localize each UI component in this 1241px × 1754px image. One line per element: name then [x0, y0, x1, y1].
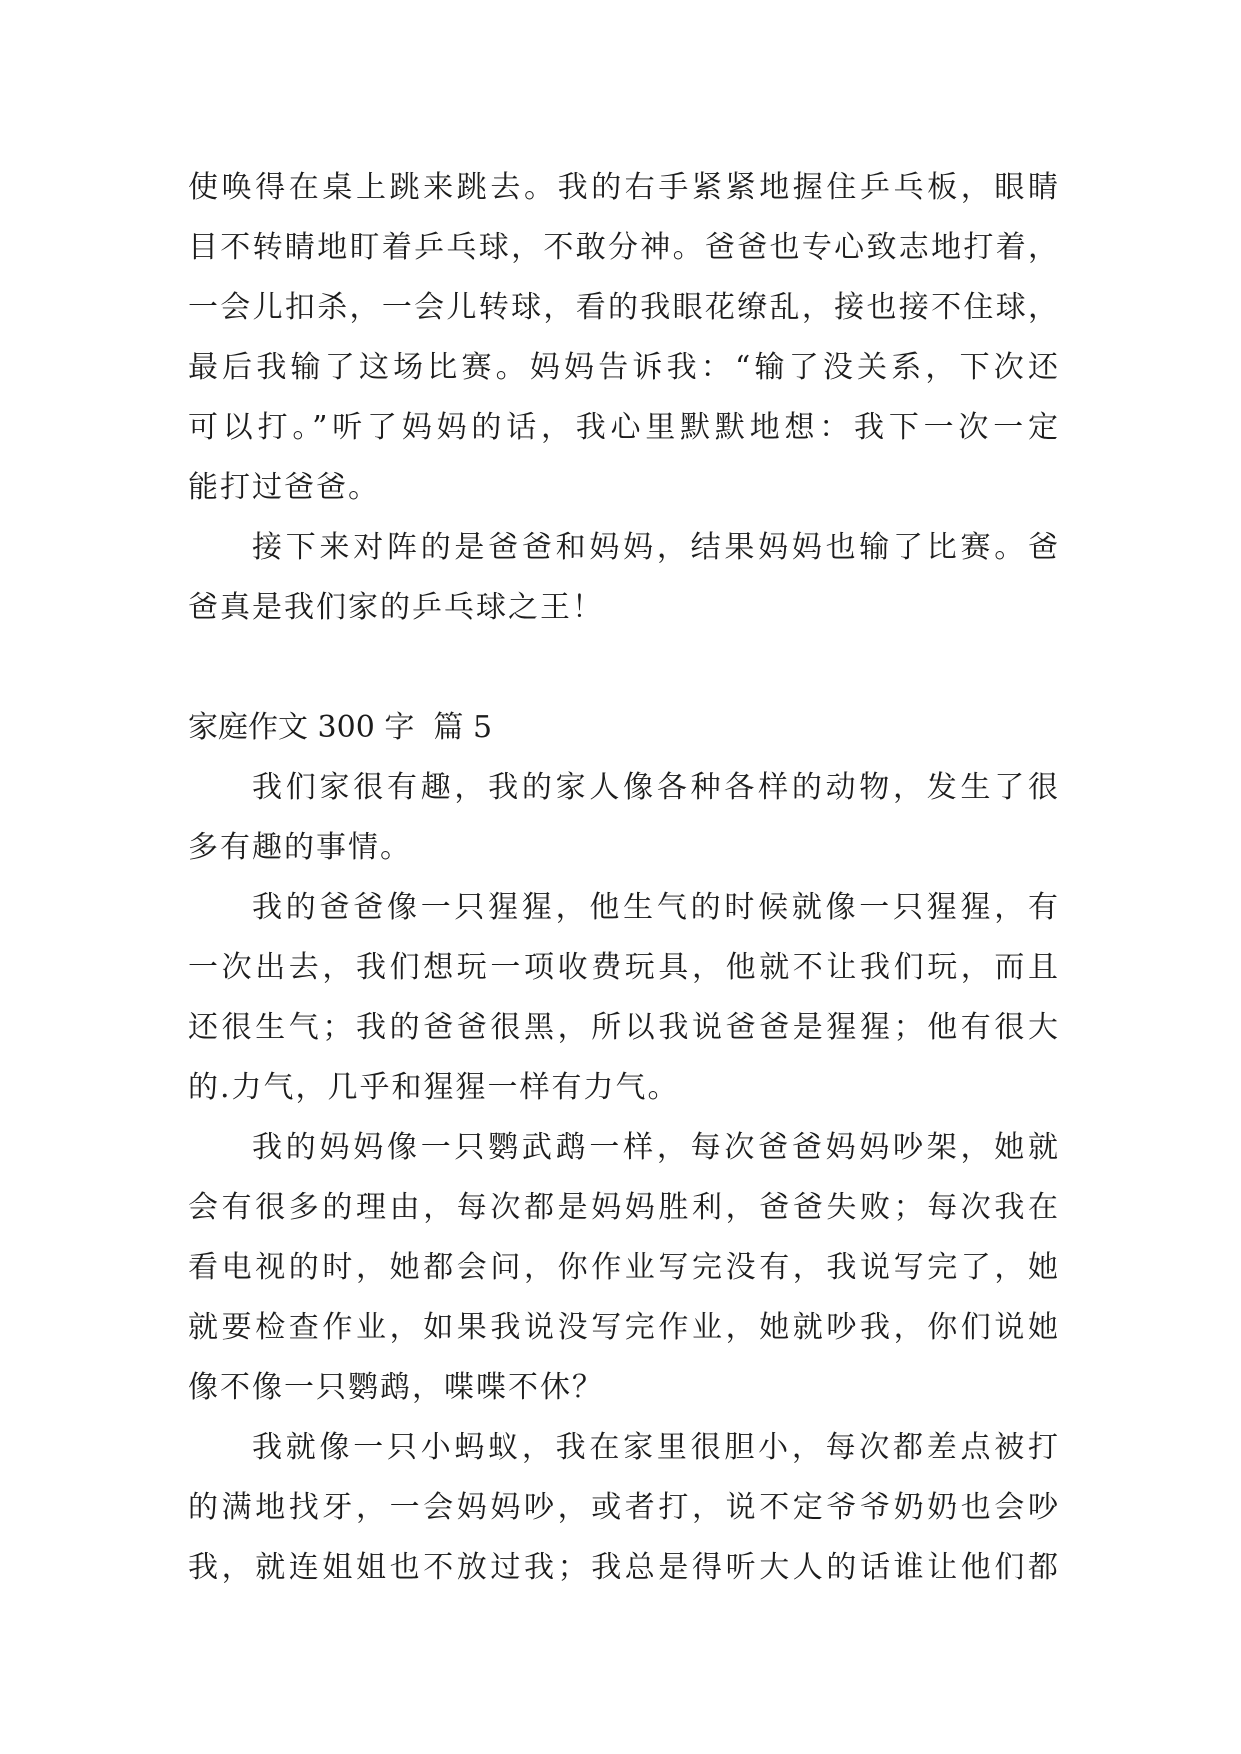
text-line: 爸真是我们家的乒乓球之王！	[188, 590, 604, 625]
text-line: 我们家很有趣，我的家人像各种各样的动物，发生了很	[252, 770, 1060, 805]
text-line: 还很生气；我的爸爸很黑，所以我说爸爸是猩猩；他有很大	[188, 1010, 1060, 1045]
text-line: 可以打。”听了妈妈的话，我心里默默地想：我下一次一定	[188, 410, 1060, 445]
document-page	[188, 158, 1060, 1598]
text-line: 会有很多的理由，每次都是妈妈胜利，爸爸失败；每次我在	[188, 1190, 1060, 1225]
text-line: 的.力气，几乎和猩猩一样有力气。	[188, 1070, 680, 1105]
text-line: 使唤得在桌上跳来跳去。我的右手紧紧地握住乒乓板，眼睛	[188, 170, 1060, 205]
text-line: 多有趣的事情。	[188, 830, 412, 865]
text-line: 一会儿扣杀，一会儿转球，看的我眼花缭乱，接也接不住球，	[188, 290, 1060, 325]
text-line: 最后我输了这场比赛。妈妈告诉我：“输了没关系，下次还	[188, 350, 1060, 385]
text-line: 像不像一只鹦鹉，喋喋不休？	[188, 1370, 604, 1405]
section-heading: 家庭作文 300 字 篇 5	[188, 710, 493, 745]
text-line: 能打过爸爸。	[188, 470, 380, 505]
text-line: 我，就连姐姐也不放过我；我总是得听大人的话谁让他们都	[188, 1550, 1060, 1585]
text-line: 就要检查作业，如果我说没写完作业，她就吵我，你们说她	[188, 1310, 1060, 1345]
text-line: 我就像一只小蚂蚁，我在家里很胆小，每次都差点被打	[252, 1430, 1060, 1465]
text-line: 我的妈妈像一只鹦武鹉一样，每次爸爸妈妈吵架，她就	[252, 1130, 1060, 1165]
text-line: 我的爸爸像一只猩猩，他生气的时候就像一只猩猩，有	[252, 890, 1060, 925]
paragraph-continuation	[188, 158, 1060, 518]
text-line: 看电视的时，她都会问，你作业写完没有，我说写完了，她	[188, 1250, 1060, 1285]
text-line: 目不转睛地盯着乒乓球，不敢分神。爸爸也专心致志地打着，	[188, 230, 1060, 265]
text-line: 一次出去，我们想玩一项收费玩具，他就不让我们玩，而且	[188, 950, 1060, 985]
section-gap	[188, 638, 1060, 698]
paragraph-self	[188, 1418, 1060, 1598]
paragraph-mother	[188, 1118, 1060, 1418]
paragraph-intro	[188, 758, 1060, 878]
text-line: 的满地找牙，一会妈妈吵，或者打，说不定爷爷奶奶也会吵	[188, 1490, 1060, 1525]
paragraph-father	[188, 878, 1060, 1118]
text-line: 接下来对阵的是爸爸和妈妈，结果妈妈也输了比赛。爸	[252, 530, 1060, 565]
paragraph-conclusion	[188, 518, 1060, 638]
